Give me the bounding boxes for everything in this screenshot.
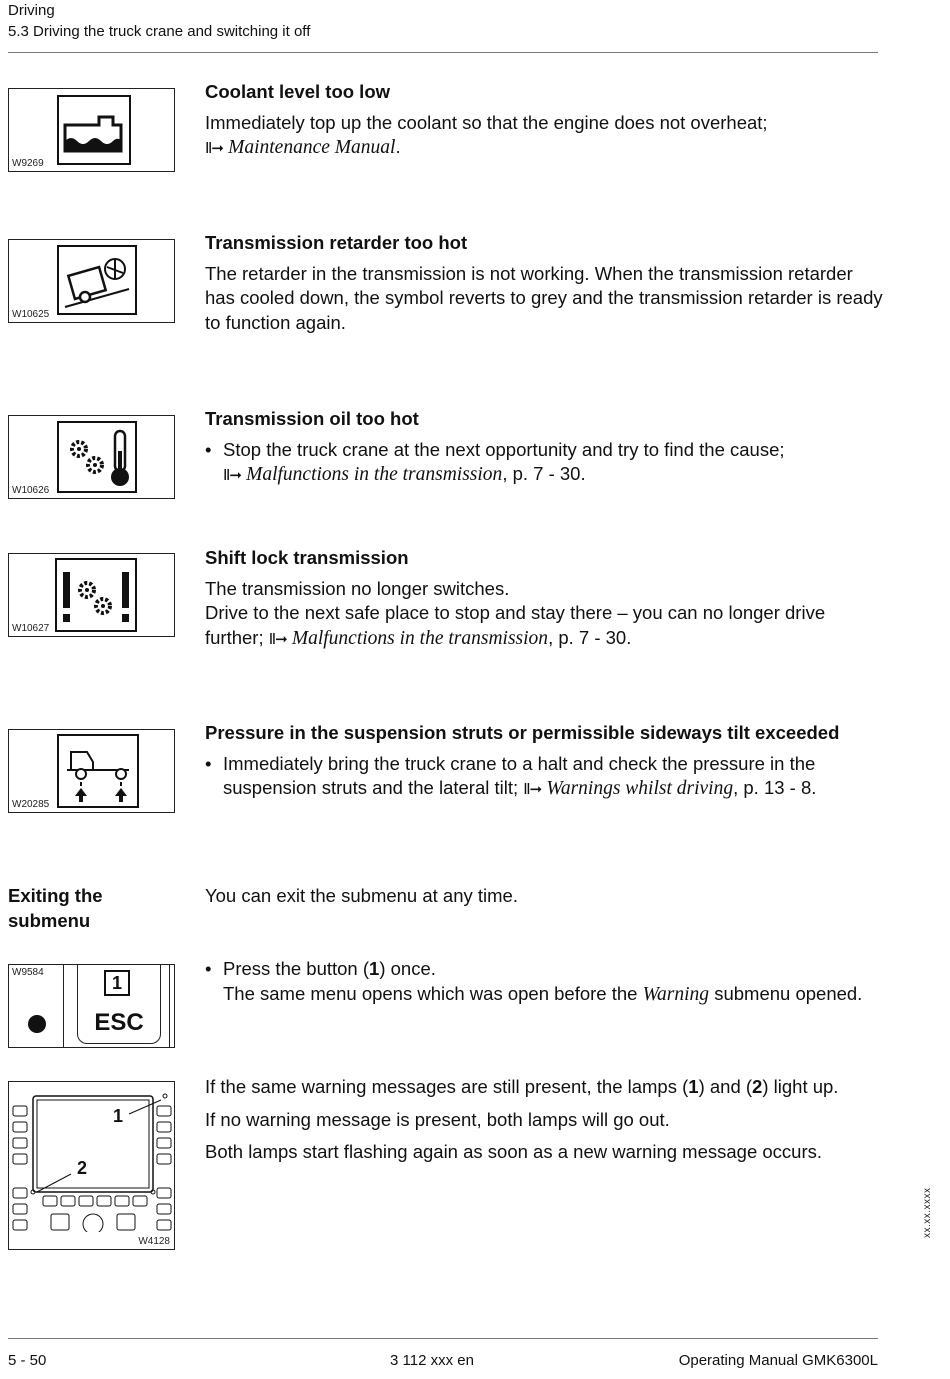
figure-coolant: [8, 88, 175, 172]
warning-title: Pressure in the suspension struts or permissible sideways tilt exceeded: [205, 722, 840, 743]
lamp-text: If the same warning messages are still present, the lamps (1) and (2) light up.: [205, 1076, 839, 1097]
warning-shift-lock: [205, 546, 885, 651]
figure-code: W9269: [12, 158, 44, 169]
exit-intro: You can exit the submenu at any time.: [205, 885, 518, 906]
figure-esc: [8, 964, 175, 1048]
figure-code: W10627: [12, 623, 50, 634]
reference-arrow-icon: Ⅱ➞: [205, 139, 223, 157]
figure-control-panel: [8, 1081, 175, 1250]
divider: [169, 965, 170, 1047]
reference-link[interactable]: Maintenance Manual: [228, 137, 396, 158]
exit-step: [205, 957, 885, 1007]
chapter-title: Driving: [8, 2, 55, 19]
suspension-strut-tilt-icon: [57, 734, 139, 808]
shift-lock-icon: [55, 558, 137, 632]
transmission-oil-temp-icon: [57, 421, 137, 493]
warning-text: The retarder in the transmission is not working. When the transmission retarder has cooled down, the symbol reverts to grey and the transmission retarder is ready to function again.: [205, 262, 883, 333]
callout-lamp-2: 2: [77, 1158, 88, 1178]
lamp-text: Both lamps start flashing again as soon as a new warning message occurs.: [205, 1141, 822, 1162]
warning-text: Immediately top up the coolant so that the engine does not overheat; Ⅱ➞ Maintenance Manual.: [205, 111, 885, 161]
reference-link[interactable]: Warnings whilst driving: [546, 778, 734, 799]
figure-shift-lock: [8, 553, 175, 637]
lamp-dot-icon: [26, 1013, 48, 1035]
reference-arrow-icon: Ⅱ➞: [268, 629, 287, 648]
figure-suspension: [8, 729, 175, 813]
warning-suspension: [205, 721, 885, 802]
warning-title: Coolant level too low: [205, 81, 391, 102]
reference-link[interactable]: Malfunctions in the transmission: [246, 464, 503, 485]
document-number: 3 112 xxx en: [390, 1352, 474, 1369]
figure-oil-hot: [8, 415, 175, 499]
reference-arrow-icon: Ⅱ➞: [223, 466, 241, 484]
reference-link[interactable]: Malfunctions in the transmission: [291, 627, 549, 649]
figure-code: W10625: [12, 309, 50, 320]
lamp-text: If no warning message is present, both lamps will go out.: [205, 1108, 670, 1130]
warning-coolant: [205, 80, 885, 161]
bullet-item: • Press the button (1) once. The same menu opens which was open before the Warning submenu opened.: [205, 957, 885, 1007]
bullet-item: • Immediately bring the truck crane to a halt and check the pressure in the suspension struts and the lateral tilt; Ⅱ➞ Warnings whilst driving, p. 13 - 8.: [205, 752, 885, 802]
warning-title: Transmission retarder too hot: [205, 232, 468, 253]
callout-number: 1: [104, 970, 130, 996]
section-title: 5.3 Driving the truck crane and switching it off: [8, 23, 311, 40]
side-code: xx.xx.xxxx: [922, 1187, 933, 1238]
lamp-info: [205, 1075, 885, 1165]
warning-text: The transmission no longer switches. Drive to the next safe place to stop and stay there – you can no longer drive further; Ⅱ➞ Malfunctions in the transmission, p. 7 - 30.: [205, 577, 885, 652]
section-heading-exit: Exiting the submenu: [8, 885, 103, 931]
transmission-retarder-icon: [57, 245, 137, 315]
warning-title: Transmission oil too hot: [205, 408, 419, 429]
header-divider: [8, 52, 878, 53]
submenu-name: Warning: [642, 983, 710, 1005]
control-panel-illustration: [9, 1082, 175, 1232]
figure-code: W4128: [138, 1236, 170, 1247]
coolant-level-icon: [57, 95, 131, 165]
warning-title: Shift lock transmission: [205, 547, 409, 568]
warning-oil-hot: [205, 407, 885, 488]
bullet-item: • Stop the truck crane at the next opportunity and try to find the cause; Ⅱ➞ Malfunctions in the transmission, p. 7 - 30.: [205, 438, 885, 488]
page-number: 5 - 50: [8, 1352, 47, 1369]
reference-arrow-icon: Ⅱ➞: [523, 780, 542, 798]
manual-title: Operating Manual GMK6300L: [678, 1352, 878, 1369]
figure-code: W20285: [12, 799, 50, 810]
divider: [63, 965, 64, 1047]
esc-label: ESC: [94, 1009, 144, 1036]
warning-retarder: [205, 231, 885, 335]
esc-button[interactable]: [77, 965, 161, 1044]
footer-divider: [8, 1338, 878, 1339]
figure-retarder: [8, 239, 175, 323]
callout-lamp-1: 1: [113, 1106, 124, 1126]
figure-code: W9584: [12, 967, 44, 978]
figure-code: W10626: [12, 485, 50, 496]
